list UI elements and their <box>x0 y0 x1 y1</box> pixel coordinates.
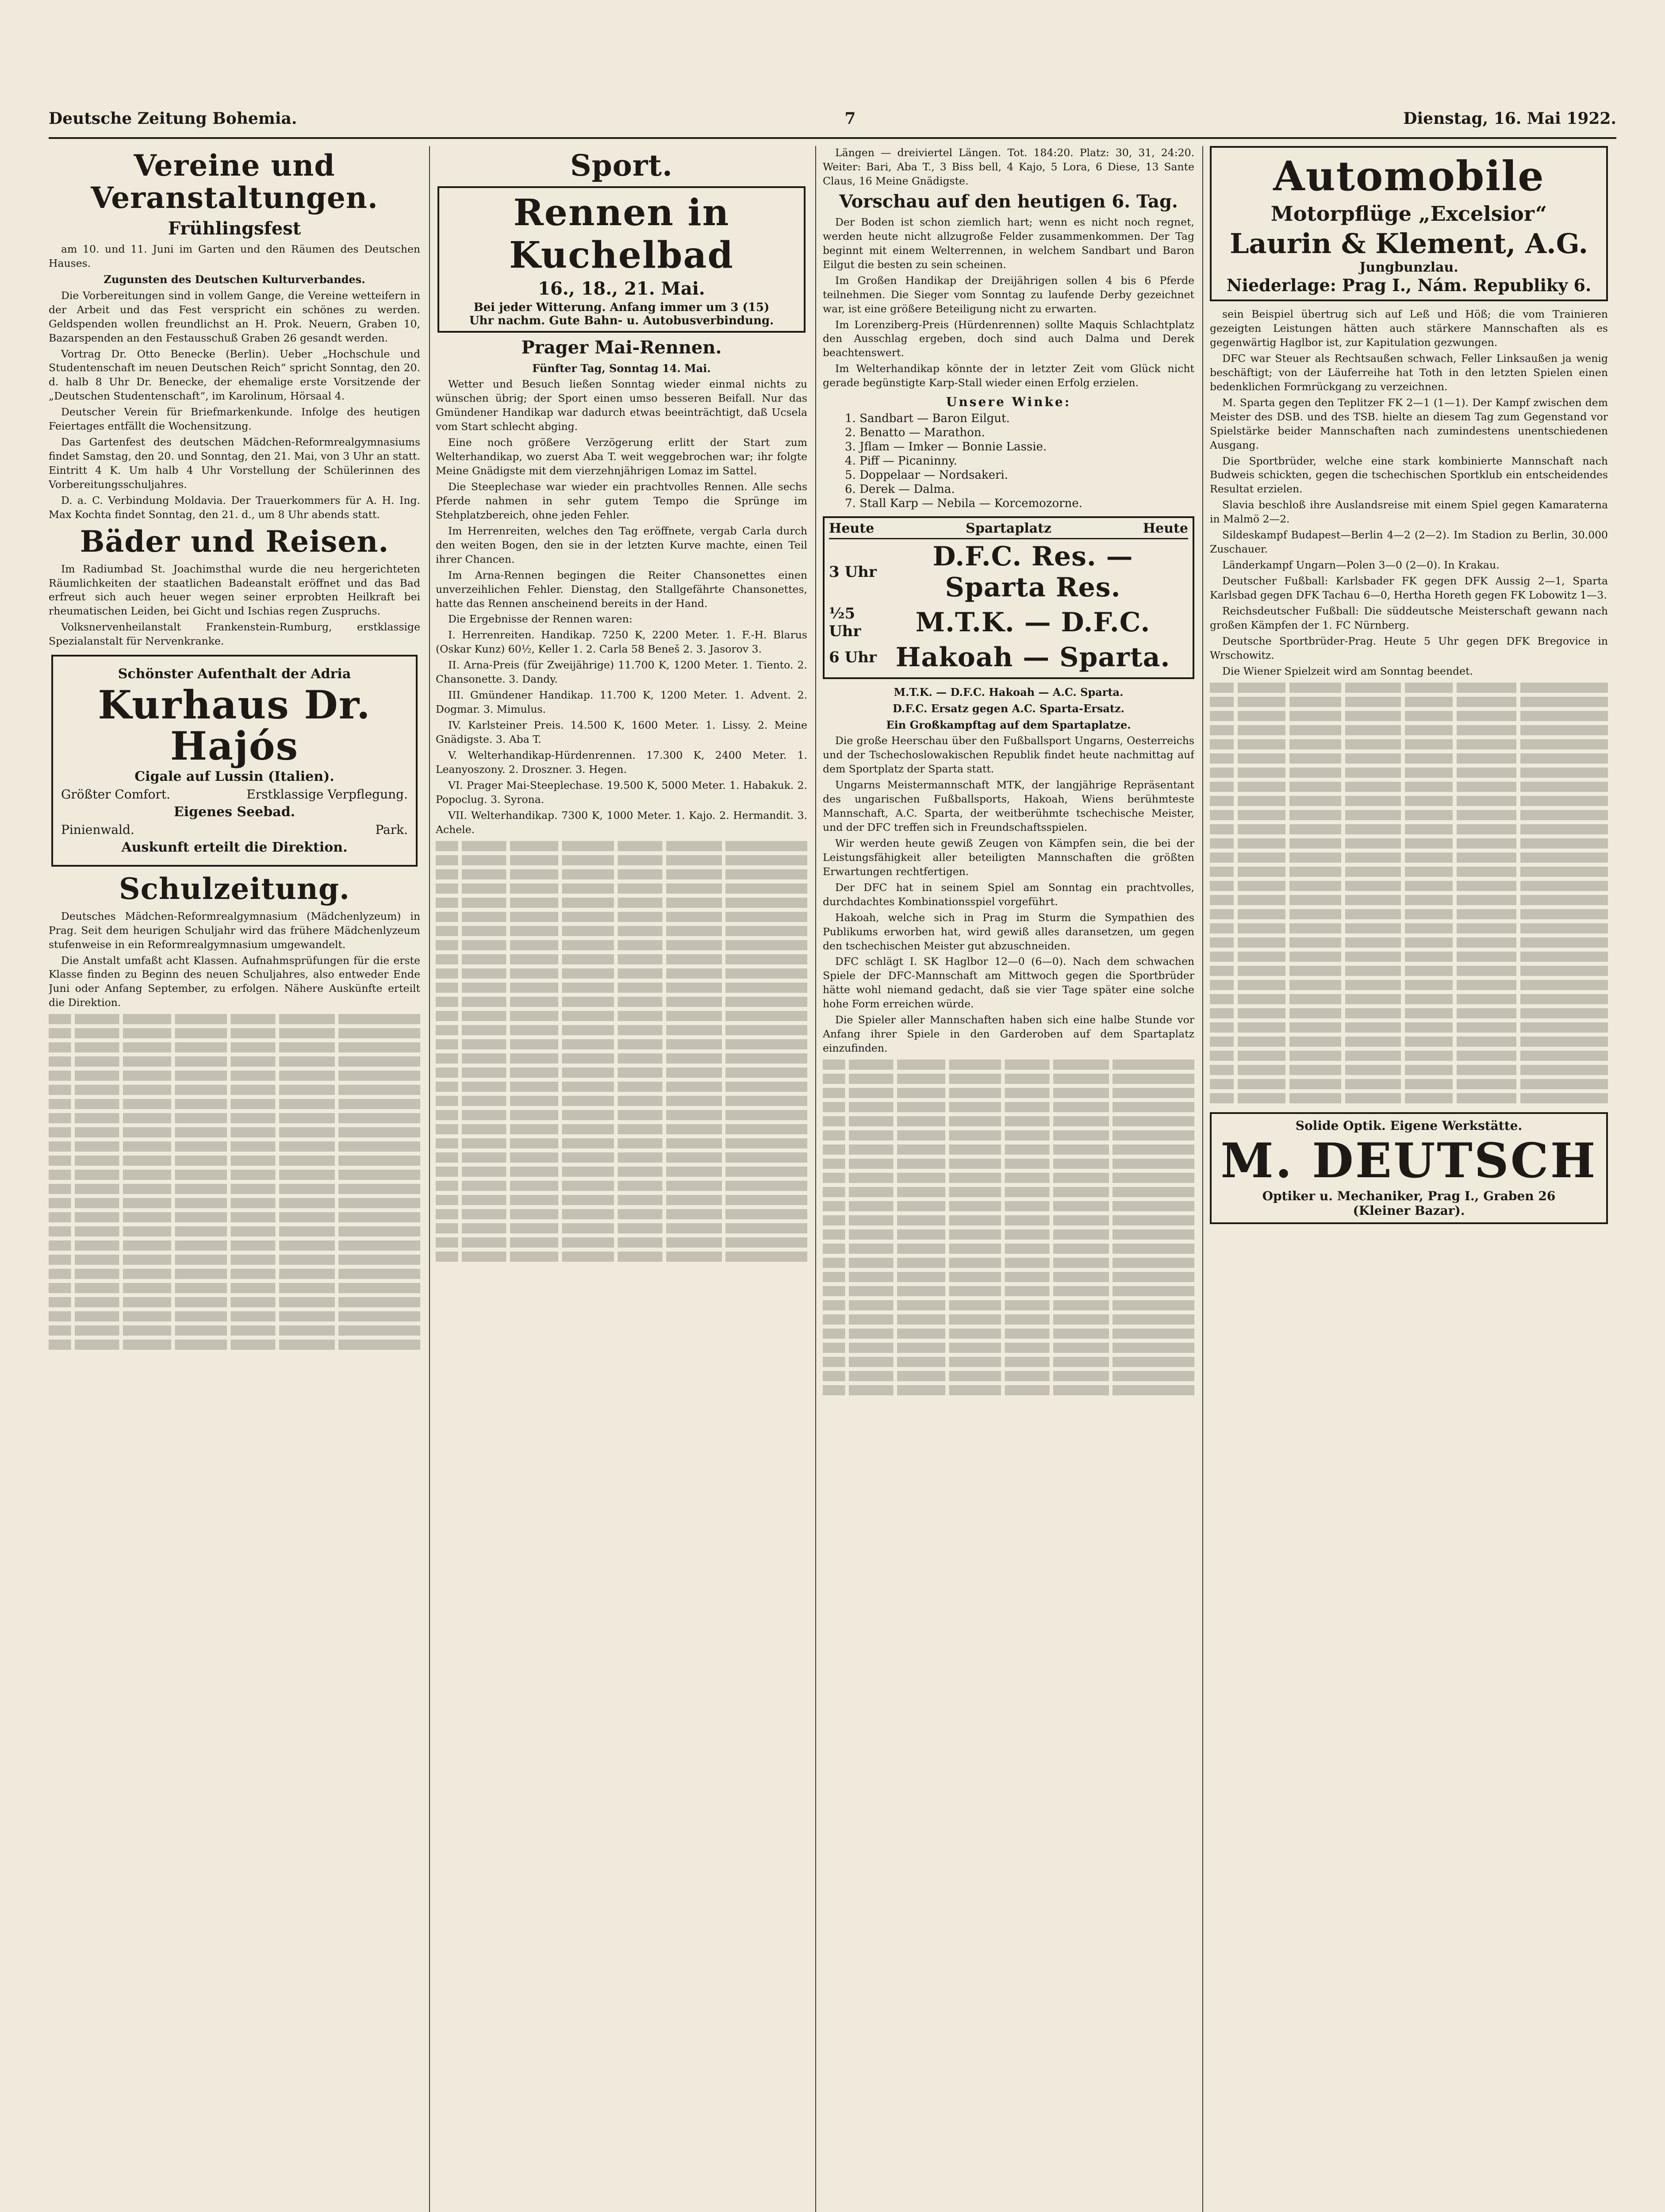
article-paragraph: Die Spieler aller Mannschaften haben sich eine halbe Stunde vor Anfang ihrer Spiele in den Garderoben auf dem Spartaplatz einzufinden. <box>823 1014 1194 1055</box>
subtitle-vorschau: Vorschau auf den heutigen 6. Tag. <box>839 191 1178 212</box>
ad-firm: Laurin & Klement, A.G. <box>1229 227 1588 260</box>
ad-line: (Kleiner Bazar). <box>1353 1203 1465 1218</box>
schedule-head-mid: Spartaplatz <box>966 521 1051 537</box>
ad-line: Cigale auf Lussin (Italien). <box>134 769 334 785</box>
schedule-time: 3 Uhr <box>829 563 877 581</box>
article-paragraph: Slavia beschloß ihre Auslandsreise mit einem Spiel gegen Kamaraterna in Malmö 2—2. <box>1210 499 1608 526</box>
schedule-time: ½5 Uhr <box>829 605 861 641</box>
article-paragraph: Die Vorbereitungen sind in vollem Gange, die Vereine wetteifern in der Arbeit und das Fest verspricht ein schönes zu werden. Geldspenden wollen freundlichst an H. Prok. Neuern, Graben 10, Bazarspenden an den Festausschuß Graben 26 gesandt werden. <box>49 289 420 344</box>
article-paragraph: Eine noch größere Verzögerung erlitt der Start zum Welterhandikap, wo zuerst Aba T. weit weggebrochen war; ihr folgte Meine Gnädigste mit dem vierzehnjährigen Lomaz im Sattel. <box>436 436 807 477</box>
ad-line: Motorpflüge „Excelsior“ <box>1270 202 1547 226</box>
schedule-match: M.T.K. — D.F.C. <box>915 607 1151 638</box>
column-divider <box>429 146 430 2212</box>
ad-line: Eigenes Seebad. <box>173 804 295 820</box>
subtitle-fruehlingsfest: Frühlingsfest <box>168 218 301 239</box>
article-heading: M.T.K. — D.F.C. Hakoah — A.C. Sparta. <box>894 686 1124 699</box>
article-paragraph: Deutsches Mädchen-Reformrealgymnasium (Mädchenlyzeum) in Prag. Seit dem heurigen Schuljahr wird das frühere Mädchenlyzeum stufenweise in ein Reformrealgymnasium umgewandelt. <box>49 910 420 951</box>
article-paragraph: II. Arna-Preis (für Zweijährige) 11.700 K, 1200 Meter. 1. Tiento. 2. Chansonette. 3. Dandy. <box>436 659 807 686</box>
schedule-row <box>829 642 1188 673</box>
ad-title: M. DEUTSCH <box>1220 1133 1597 1189</box>
article-paragraph: Der Boden ist schon ziemlich hart; wenn es nicht noch regnet, werden heute nicht allzugroße Felder zusammenkommen. Der Tag beginnt mit einem Welterrennen, in welchem Sandbart und Baron Eilgut die besten zu sein scheinen. <box>823 215 1194 271</box>
article-paragraph: Im Großen Handikap der Dreijährigen sollen 4 bis 6 Pferde teilnehmen. Die Sieger vom Sonntag zu laufende Derby gezeichnet war, ist eine größere Beteiligung nicht zu erwarten. <box>823 274 1194 315</box>
text-lines <box>1210 683 1608 1103</box>
section-title-schulzeitung: Schulzeitung. <box>119 872 350 906</box>
article-paragraph: Längen — dreiviertel Längen. Tot. 184:20. Platz: 30, 31, 24:20. Weiter: Bari, Aba T., 3 Biss bell, 4 Kajo, 5 Lora, 6 Diese, 13 Sante Claus, 16 Meine Gnädigste. <box>823 146 1194 187</box>
advertisement-deutsch <box>1210 1112 1608 1224</box>
header-rule <box>49 137 1616 139</box>
section-title-vereine: Vereine und Veranstaltungen. <box>91 148 378 215</box>
column-divider <box>1202 146 1203 2212</box>
text-lines <box>436 841 807 1262</box>
schedule-header <box>829 521 1188 539</box>
tips-heading: Unsere Winke: <box>946 395 1071 410</box>
subtitle-mai-rennen: Prager Mai-Rennen. <box>521 337 722 358</box>
article-paragraph: Reichsdeutscher Fußball: Die süddeutsche Meisterschaft gewann nach großen Kämpfen der 1. FC Nürnberg. <box>1210 605 1608 632</box>
ad-text: Erstklassige Verpflegung. <box>246 787 408 802</box>
ad-sub: Jungbunzlau. <box>1359 260 1458 275</box>
article-paragraph: Das Gartenfest des deutschen Mädchen-Reformrealgymnasiums findet Samstag, den 20. und Sonntag, den 21. Mai, von 3 Uhr an statt. Eintritt 4 K. Um halb 4 Uhr Vorstellung der Schülerinnen des Vorbereitungsschuljahres. <box>49 436 420 491</box>
article-paragraph: D. a. C. Verbindung Moldavia. Der Trauerkommers für A. H. Ing. Max Kochta findet Sonntag, den 21. d., um 8 Uhr abends statt. <box>49 494 420 521</box>
article-paragraph: Wetter und Besuch ließen Sonntag wieder einmal nichts zu wünschen übrig; der Sport einen umso besseren Beifall. Nur das Gmündener Handikap war dadurch etwas beeinträchtigt, daß Ucsela vom Start schlecht abging. <box>436 378 807 433</box>
schedule-match: D.F.C. Res. — Sparta Res. <box>932 541 1133 603</box>
tip-item: 4. Piff — Picaninny. <box>845 454 957 468</box>
race-title: Rennen in Kuchelbad <box>509 191 734 276</box>
article-paragraph: IV. Karlsteiner Preis. 14.500 K, 1600 Meter. 1. Lissy. 2. Meine Gnädigste. 3. Aba T. <box>436 719 807 746</box>
article-paragraph: I. Herrenreiten. Handikap. 7250 K, 2200 Meter. 1. F.-H. Blarus (Oskar Kunz) 60½, Keller 1. 2. Carla 58 Beneš 2. 3. Jasorov 3. <box>436 629 807 656</box>
article-paragraph: V. Welterhandikap-Hürdenrennen. 17.300 K, 2400 Meter. 1. Leanyoszony. 2. Droszner. 3. Hegen. <box>436 749 807 776</box>
tip-item: 1. Sandbart — Baron Eilgut. <box>845 412 1010 426</box>
article-paragraph: Der DFC hat in seinem Spiel am Sonntag ein prachtvolles, durchdachtes Kombinationsspiel vorgeführt. <box>823 881 1194 908</box>
schedule-match: Hakoah — Sparta. <box>895 642 1170 673</box>
ad-text: Größter Comfort. <box>61 787 171 802</box>
article-paragraph: Im Arna-Rennen begingen die Reiter Chansonettes einen unverzeihlichen Fehler. Dienstag, den Stallgefährte Chansonettes, hatte das Rennen anscheinend bereits in der Hand. <box>436 568 807 610</box>
article-paragraph: Im Lorenziberg-Preis (Hürdenrennen) sollte Maquis Schlachtplatz den Ausschlag ergeben, doch sind auch Dalma und Derek beachtenswert. <box>823 318 1194 359</box>
article-paragraph: Ungarns Meistermannschaft MTK, der langjährige Repräsentant des ungarischen Fußballsports, Hakoah, Wiens berühmteste Mannschaft, A.C. Sparta, der weitberühmte tschechische Meister, und der DFC treffen sich in Freundschaftsspielen. <box>823 779 1194 833</box>
article-paragraph: Deutscher Verein für Briefmarkenkunde. Infolge des heutigen Feiertages entfällt die Wochensitzung. <box>49 406 420 433</box>
ad-line: Solide Optik. Eigene Werkstätte. <box>1295 1118 1523 1133</box>
article-paragraph: M. Sparta gegen den Teplitzer FK 2—1 (1—1). Der Kampf zwischen dem Meister des DSB. und des TSB. hielte an diesem Tag zum Gegenstand vor Spielstärke beider Mannschaften nach zumindestens unentschiedenen Ausgang. <box>1210 396 1608 451</box>
article-paragraph: Die große Heerschau über den Fußballsport Ungarns, Oesterreichs und der Tschechoslowakischen Republik findet heute nachmittag auf dem Sportplatz der Sparta statt. <box>823 734 1194 776</box>
tip-item: 2. Benatto — Marathon. <box>845 426 985 440</box>
advertisement-kurhaus <box>51 655 418 867</box>
match-schedule-ad <box>823 516 1194 679</box>
ad-title: Automobile <box>1273 152 1545 200</box>
article-paragraph: Im Welterhandikap könnte der in letzter Zeit vom Glück nicht gerade begünstigte Karp-Stall wieder einen Erfolg erzielen. <box>823 362 1194 389</box>
race-dates: 16., 18., 21. Mai. <box>538 278 705 299</box>
header-date: Dienstag, 16. Mai 1922. <box>1403 109 1616 128</box>
ad-line: Auskunft erteilt die Direktion. <box>121 840 348 856</box>
text-lines <box>49 1014 420 1350</box>
schedule-head-left: Heute <box>829 521 875 537</box>
article-paragraph: Im Radiumbad St. Joachimsthal wurde die neu hergerichteten Räumlichkeiten der staatlichen Badeanstalt eröffnet und das Bad erfreut sich auch heuer wegen seiner erprobten Heilkraft bei rheumatischen Leiden, bei Gicht und Ischias regen Zuspruchs. <box>49 562 420 618</box>
article-heading: D.F.C. Ersatz gegen A.C. Sparta-Ersatz. <box>892 702 1124 715</box>
ad-title: Kurhaus Dr. Hajós <box>98 682 371 769</box>
page-number: 7 <box>844 109 856 128</box>
ad-row <box>61 787 408 802</box>
article-paragraph: Länderkampf Ungarn—Polen 3—0 (2—0). In Krakau. <box>1222 559 1500 572</box>
article-paragraph: Fünfter Tag, Sonntag 14. Mai. <box>532 361 711 375</box>
ad-row <box>61 822 408 837</box>
schedule-time: 6 Uhr <box>829 649 877 667</box>
article-paragraph: am 10. und 11. Juni im Garten und den Räumen des Deutschen Hauses. <box>49 243 420 270</box>
article-paragraph: III. Gmündener Handikap. 11.700 K, 1200 Meter. 1. Advent. 2. Dogmar. 3. Mimulus. <box>436 689 807 716</box>
ad-line: Optiker u. Mechaniker, Prag I., Graben 26 <box>1262 1188 1556 1203</box>
article-paragraph: Die Sportbrüder, welche eine stark kombinierte Mannschaft nach Budweis schickten, gegen die tschechischen Sportklub ein entscheidendes Resultat erzielen. <box>1210 454 1608 495</box>
ad-line: Schönster Aufenthalt der Adria <box>118 666 351 682</box>
race-note: Uhr nachm. Gute Bahn- u. Autobusverbindung. <box>469 314 774 327</box>
article-heading: Ein Großkampftag auf dem Spartaplatze. <box>886 718 1131 731</box>
article-paragraph: Die Steeplechase war wieder ein prachtvolles Rennen. Alle sechs Pferde nahmen in sehr gutem Tempo die Sprünge im Stehplatzbereich, ohne jeden Fehler. <box>436 480 807 521</box>
article-paragraph: VI. Prager Mai-Steeplechase. 19.500 K, 5000 Meter. 1. Habakuk. 2. Popoclug. 3. Syrona. <box>436 779 807 806</box>
article-paragraph: Die Ergebnisse der Rennen waren: <box>448 613 633 626</box>
article-paragraph: Vortrag Dr. Otto Benecke (Berlin). Ueber „Hochschule und Studentenschaft im neuen Deutschen Reich“ spricht Sonntag, den 20. d. halb 8 Uhr Dr. Benecke, der ehemalige erste Vorsitzende der „Deutschen Studentenschaft“, im Karolinum, Hörsaal 4. <box>49 347 420 403</box>
column-divider <box>815 146 816 2212</box>
article-paragraph: sein Beispiel übertrug sich auf Leß und Höß; die vom Trainieren gezeigten Leistungen hätten auch stärkere Mannschaften als es gegenwärtig Haglbor ist, zur Kapitulation gezwungen. <box>1210 308 1608 349</box>
advertisement-kuchelbad <box>437 186 806 333</box>
tip-item: 3. Jflam — Imker — Bonnie Lassie. <box>845 440 1047 454</box>
schedule-head-right: Heute <box>1143 521 1188 537</box>
section-title-sport: Sport. <box>570 148 673 183</box>
column-2 <box>436 146 807 2212</box>
article-paragraph: Die Anstalt umfaßt acht Klassen. Aufnahmsprüfungen für die erste Klasse finden zu Beginn des neuen Schuljahres, also entweder Ende Juni oder Anfang September, zu erfolgen. Nähere Auskünfte erteilt die Direktion. <box>49 954 420 1009</box>
page-header <box>49 105 1616 132</box>
article-paragraph: Deutscher Fußball: Karlsbader FK gegen DFK Aussig 2—1, Sparta Karlsbad gegen DFK Tachau 6—0, Hertha Horeth gegen FK Lobowitz 1—3. <box>1210 575 1608 602</box>
ad-text: Pinienwald. <box>61 822 134 837</box>
article-paragraph: Sildeskampf Budapest—Berlin 4—2 (2—2). Im Stadion zu Berlin, 30.000 Zuschauer. <box>1210 529 1608 556</box>
advertisement-laurin-klement <box>1210 146 1608 301</box>
article-paragraph: Volksnervenheilanstalt Frankenstein-Rumburg, erstklassige Spezialanstalt für Nervenkranke. <box>49 621 420 648</box>
column-4 <box>1210 146 1608 2212</box>
ad-text: Park. <box>375 822 408 837</box>
article-paragraph: Im Herrenreiten, welches den Tag eröffnete, vergab Carla durch den weiten Bogen, den sie in der letzten Kurve machte, einen Teil ihrer Chancen. <box>436 524 807 565</box>
article-paragraph: Hakoah, welche sich in Prag im Sturm die Sympathien des Publikums erworben hat, wird gewiß alles daransetzen, um gegen den tschechischen Meister gut abzuschneiden. <box>823 911 1194 952</box>
column-3 <box>823 146 1194 2212</box>
article-paragraph: Wir werden heute gewiß Zeugen von Kämpfen sein, die bei der Leistungsfähigkeit aller beteiligten Mannschaften die größten Erwartungen rechtfertigen. <box>823 837 1194 878</box>
ad-address: Niederlage: Prag I., Nám. Republiky 6. <box>1226 275 1592 295</box>
schedule-row <box>829 605 1188 640</box>
tip-item: 7. Stall Karp — Nebila — Korcemozorne. <box>845 497 1082 511</box>
schedule-row <box>829 541 1188 603</box>
column-1 <box>49 146 420 2212</box>
article-paragraph: Die Wiener Spielzeit wird am Sonntag beendet. <box>1222 664 1473 677</box>
article-paragraph: Deutsche Sportbrüder-Prag. Heute 5 Uhr gegen DFK Bregovice in Wrschowitz. <box>1210 634 1608 661</box>
tip-item: 6. Derek — Dalma. <box>845 483 955 496</box>
article-paragraph: VII. Welterhandikap. 7300 K, 1000 Meter. 1. Kajo. 2. Hermandit. 3. Achele. <box>436 809 807 836</box>
masthead-left: Deutsche Zeitung Bohemia. <box>49 109 297 128</box>
race-note: Bei jeder Witterung. Anfang immer um 3 (15) <box>473 300 770 314</box>
article-paragraph: DFC war Steuer als Rechtsaußen schwach, Feller Linksaußen ja wenig beschäftigt; von der Läuferreihe hat Toth in den letzten Spielen einen bedenklichen Formrückgang zu verzeichnen. <box>1210 352 1608 393</box>
text-lines <box>823 1060 1194 1395</box>
article-paragraph: DFC schlägt I. SK Haglbor 12—0 (6—0). Nach dem schwachen Spiele der DFC-Mannschaft am Mittwoch gegen die Sportbrüder hätte wohl niemand gedacht, daß sie vier Tage später eine solche hohe Form erreichen würde. <box>823 955 1194 1010</box>
article-paragraph: Zugunsten des Deutschen Kulturverbandes. <box>104 273 365 286</box>
tip-item: 5. Doppelaar — Nordsakeri. <box>845 469 1008 482</box>
section-title-baeder: Bäder und Reisen. <box>80 524 389 559</box>
